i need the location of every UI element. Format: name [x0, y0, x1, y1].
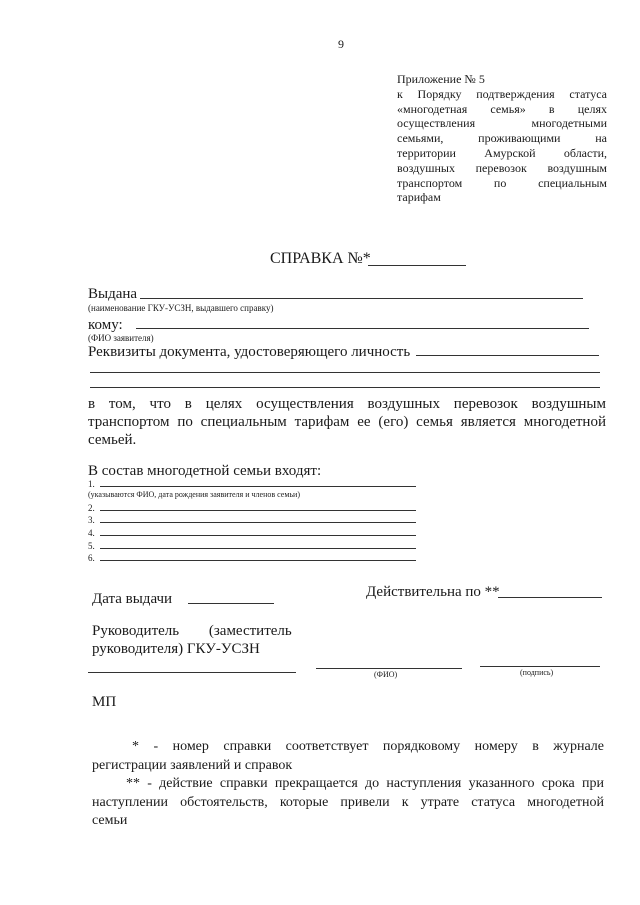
family-item-line [100, 560, 416, 561]
purpose-line: транспортом по специальным тарифам ее (его) семья является многодетной [88, 414, 606, 430]
family-item-line [100, 486, 416, 487]
issued-label: Выдана [88, 286, 138, 302]
family-item-line [100, 535, 416, 536]
family-item-line [100, 522, 416, 523]
family-item: 5. [88, 541, 95, 551]
purpose-line: в том, что в целях осуществления воздушных перевозок воздушным [88, 396, 606, 412]
id-doc-line [416, 355, 599, 356]
appendix-line: воздушных перевозок воздушным [397, 160, 607, 175]
valid-until-label: Действительна по ** [366, 584, 500, 600]
issued-hint: (наименование ГКУ-УСЗН, выдавшего справку) [88, 303, 274, 313]
id-doc-line-3 [90, 387, 600, 388]
document-title: СПРАВКА №* [270, 250, 371, 267]
purpose-line: семьей. [88, 432, 137, 448]
appendix-block [397, 72, 607, 205]
footnote-line: ** - действие справки прекращается до наступления указанного срока при [126, 776, 604, 791]
appendix-line: к Порядку подтверждения статуса [397, 86, 607, 101]
valid-until-line [498, 597, 602, 598]
title-number-line [368, 265, 466, 266]
appendix-line: территории Амурской области, [397, 145, 607, 160]
head-line: руководителя) ГКУ-УСЗН [92, 641, 260, 657]
family-item: 4. [88, 528, 95, 538]
appendix-line: транспортом по специальным [397, 175, 607, 190]
family-item: 3. [88, 515, 95, 525]
family-item: 1. [88, 479, 95, 489]
family-item: 6. [88, 553, 95, 563]
to-label: кому: [88, 317, 123, 333]
footnote-line: наступлении обстоятельств, которые привели к утрате статуса многодетной [92, 795, 604, 810]
id-doc-label: Реквизиты документа, удостоверяющего личность [88, 344, 411, 360]
fio-hint: (ФИО) [374, 670, 398, 679]
fio-line [316, 668, 462, 669]
footnote-line: * - номер справки соответствует порядковому номеру в журнале [132, 739, 604, 754]
signature-line [480, 666, 600, 667]
family-hint: (указываются ФИО, дата рождения заявителя и членов семьи) [88, 490, 300, 499]
appendix-line: Приложение № 5 [397, 72, 485, 86]
footnote-line: регистрации заявлений и справок [92, 758, 293, 773]
head-line: Руководитель (заместитель [92, 623, 292, 639]
appendix-line: тарифам [397, 190, 441, 205]
appendix-line: осуществления многодетными [397, 116, 607, 131]
seal-placeholder: МП [92, 694, 117, 710]
to-hint: (ФИО заявителя) [88, 333, 154, 343]
appendix-line: «многодетная семья» в целях [397, 101, 607, 116]
family-item: 2. [88, 503, 95, 513]
to-line [136, 328, 589, 329]
issued-line [140, 298, 583, 299]
issue-date-label: Дата выдачи [92, 591, 173, 607]
page-number: 9 [338, 37, 344, 51]
family-label: В состав многодетной семьи входят: [88, 463, 322, 479]
family-item-line [100, 548, 416, 549]
id-doc-line-2 [90, 372, 600, 373]
appendix-line: семьями, проживающими на [397, 131, 607, 146]
signature-hint: (подпись) [520, 668, 554, 677]
head-line-rule [88, 672, 296, 673]
footnote-line: семьи [92, 813, 128, 828]
family-item-line [100, 510, 416, 511]
issue-date-line [188, 603, 274, 604]
